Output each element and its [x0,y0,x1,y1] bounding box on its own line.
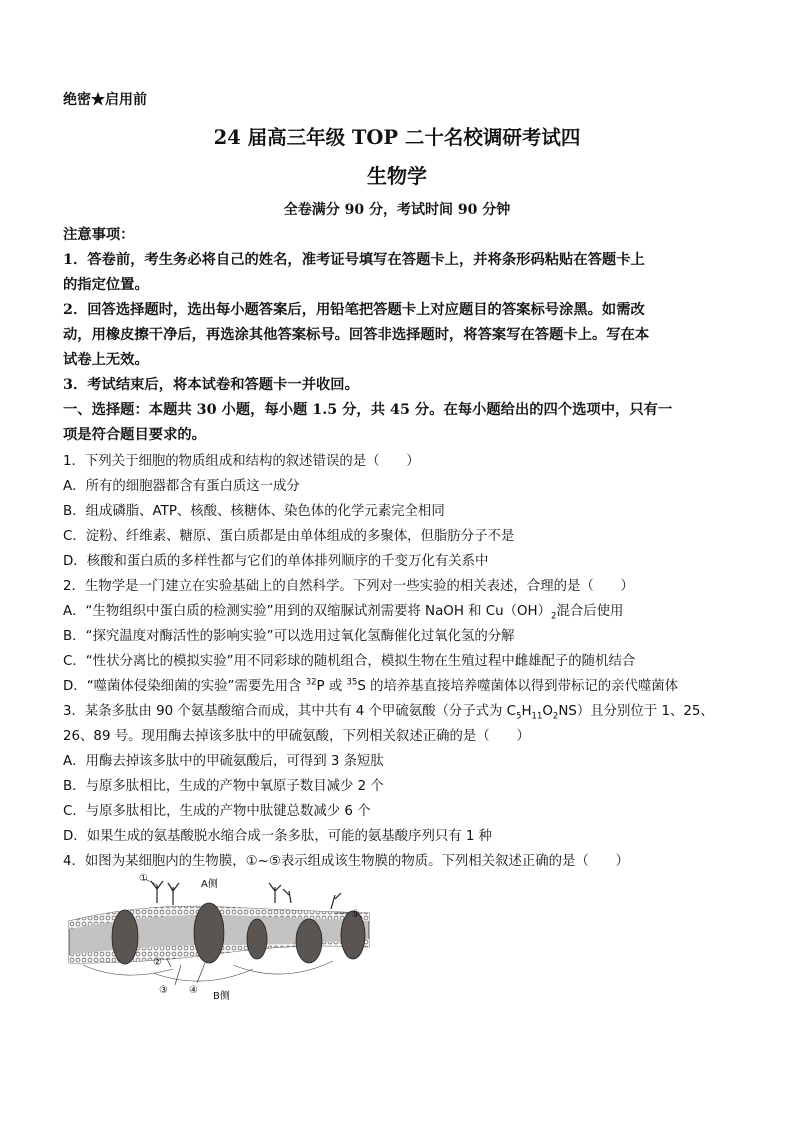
q2-option-a [63,600,623,622]
q2-d-sup-1: 32 [305,677,317,688]
q2-option-d [63,675,678,694]
label-side-b: B侧 [213,991,230,1001]
q2-a-subscript: 2 [551,611,557,622]
secret-label: 绝密★启用前 [63,92,147,108]
q2-d-text-mid: P 或 [316,679,347,694]
q3-stem-text: 3．某条多肽由 90 个氨基酸缩合而成，其中共有 4 个甲硫氨酸（分子式为 C [63,704,517,719]
exam-title: 24 届高三年级 TOP 二十名校调研考试四 [213,126,581,149]
label-1: ① [139,873,148,884]
notice-line-5: 试卷上无效。 [63,352,149,368]
label-3: ③ [159,985,168,996]
q3-option-a: A．用酶去掉该多肽中的甲硫氨酸后，可得到 3 条短肽 [63,754,384,769]
q3-stem-line-2: 26、89 号。现用酶去掉该多肽中的甲硫氨酸，下列相关叙述正确的是（ ） [63,729,530,744]
q3-formula-sub-2: 11 [531,711,543,722]
glycolipid-chain-5 [331,893,341,909]
q1-option-d: D．核酸和蛋白质的多样性都与它们的单体排列顺序的千变万化有关系中 [63,554,489,569]
q1-option-c: C．淀粉、纤维素、糖原、蛋白质都是由单体组成的多聚体，但脂肪分子不是 [63,529,515,544]
q2-d-text: D．“噬菌体侵染细菌的实验”需要先用含 [63,679,306,694]
protein-3 [247,919,267,959]
q3-option-c: C．与原多肽相比，生成的产物中肽键总数减少 6 个 [63,804,371,819]
q1-stem: 1．下列关于细胞的物质组成和结构的叙述错误的是（ ） [63,454,420,469]
glycoprotein-chain-4 [283,889,291,903]
notice-line-4: 动，用橡皮擦干净后，再选涂其他答案标号。回答非选择题时，将答案写在答题卡上。写在本 [63,327,650,343]
protein-1 [112,910,138,964]
glycoprotein-chain-1 [151,881,163,903]
q3-formula-sub-3: 2 [552,711,559,722]
label-side-a: A侧 [201,879,218,890]
q2-option-b: B．“探究温度对酶活性的影响实验”可以选用过氧化氢酶催化过氧化氢的分解 [63,629,515,644]
q2-d-sup-2: 35 [346,677,358,688]
q3-option-b: B．与原多肽相比，生成的产物中氧原子数目减少 2 个 [63,779,384,794]
q3-stem-text-end: NS）且分别位于 1、25、 [558,704,714,719]
notice-line-2: 的指定位置。 [63,277,149,293]
notice-line-6: 3．考试结束后，将本试卷和答题卡一并收回。 [63,377,359,393]
q2-d-text-end: S 的培养基直接培养噬菌体以得到带标记的亲代噬菌体 [357,679,679,694]
label-2: ② [153,957,162,968]
q2-a-text-end: 混合后使用 [556,604,624,619]
q2-option-c: C．“性状分离比的模拟实验”用不同彩球的随机组合，模拟生物在生殖过程中雌雄配子的随机结合 [63,654,636,669]
notice-line-3: 2．回答选择题时，选出每小题答案后，用铅笔把答题卡上对应题目的答案标号涂黑。如需改 [63,302,645,318]
q3-formula-h: H [521,704,532,719]
fiber-2 [153,969,253,981]
section-heading-line-2: 项是符合题目要求的。 [63,427,206,443]
leader-line-2 [167,959,171,967]
leader-line-4 [197,963,205,983]
leader-line-3 [175,965,181,985]
q3-formula-o: O [542,704,553,719]
notice-heading: 注意事项： [63,227,135,243]
q3-stem-line-1 [63,700,714,722]
section-heading-line-1: 一、选择题：本题共 30 小题，每小题 1.5 分，共 45 分。在每小题给出的四个选项中，只有一 [63,402,673,418]
biomembrane-figure [63,873,375,1001]
q3-option-d: D．如果生成的氨基酸脱水缩合成一条多肽，可能的氨基酸序列只有 1 种 [63,829,493,844]
q1-option-b: B．组成磷脂、ATP、核酸、核糖体、染色体的化学元素完全相同 [63,504,445,519]
label-4: ④ [189,985,198,996]
q1-option-a: A．所有的细胞器都含有蛋白质这一成分 [63,479,300,494]
protein-4 [296,919,322,963]
label-5: ⑤ [351,909,360,920]
q4-stem: 4．如图为某细胞内的生物膜，①~⑤表示组成该生物膜的物质。下列相关叙述正确的是（ ） [63,854,629,869]
fiber-3 [233,961,333,974]
glycoprotein-chain-3 [269,883,281,903]
glycoprotein-chain-2 [168,883,179,905]
subject-title: 生物学 [367,164,427,188]
notice-line-1: 1．答卷前，考生务必将自己的姓名，准考证号填写在答题卡上，并将条形码粘贴在答题卡上 [63,252,645,268]
q2-stem: 2．生物学是一门建立在实验基础上的自然科学。下列对一些实验的相关表述，合理的是（ ） [63,579,634,594]
score-info: 全卷满分 90 分，考试时间 90 分钟 [283,202,511,218]
q2-a-text: A．“生物组织中蛋白质的检测实验”用到的双缩脲试剂需要将 NaOH 和 Cu（OH） [63,604,552,619]
protein-2 [194,903,224,963]
q3-formula-sub-1: 5 [516,711,522,722]
